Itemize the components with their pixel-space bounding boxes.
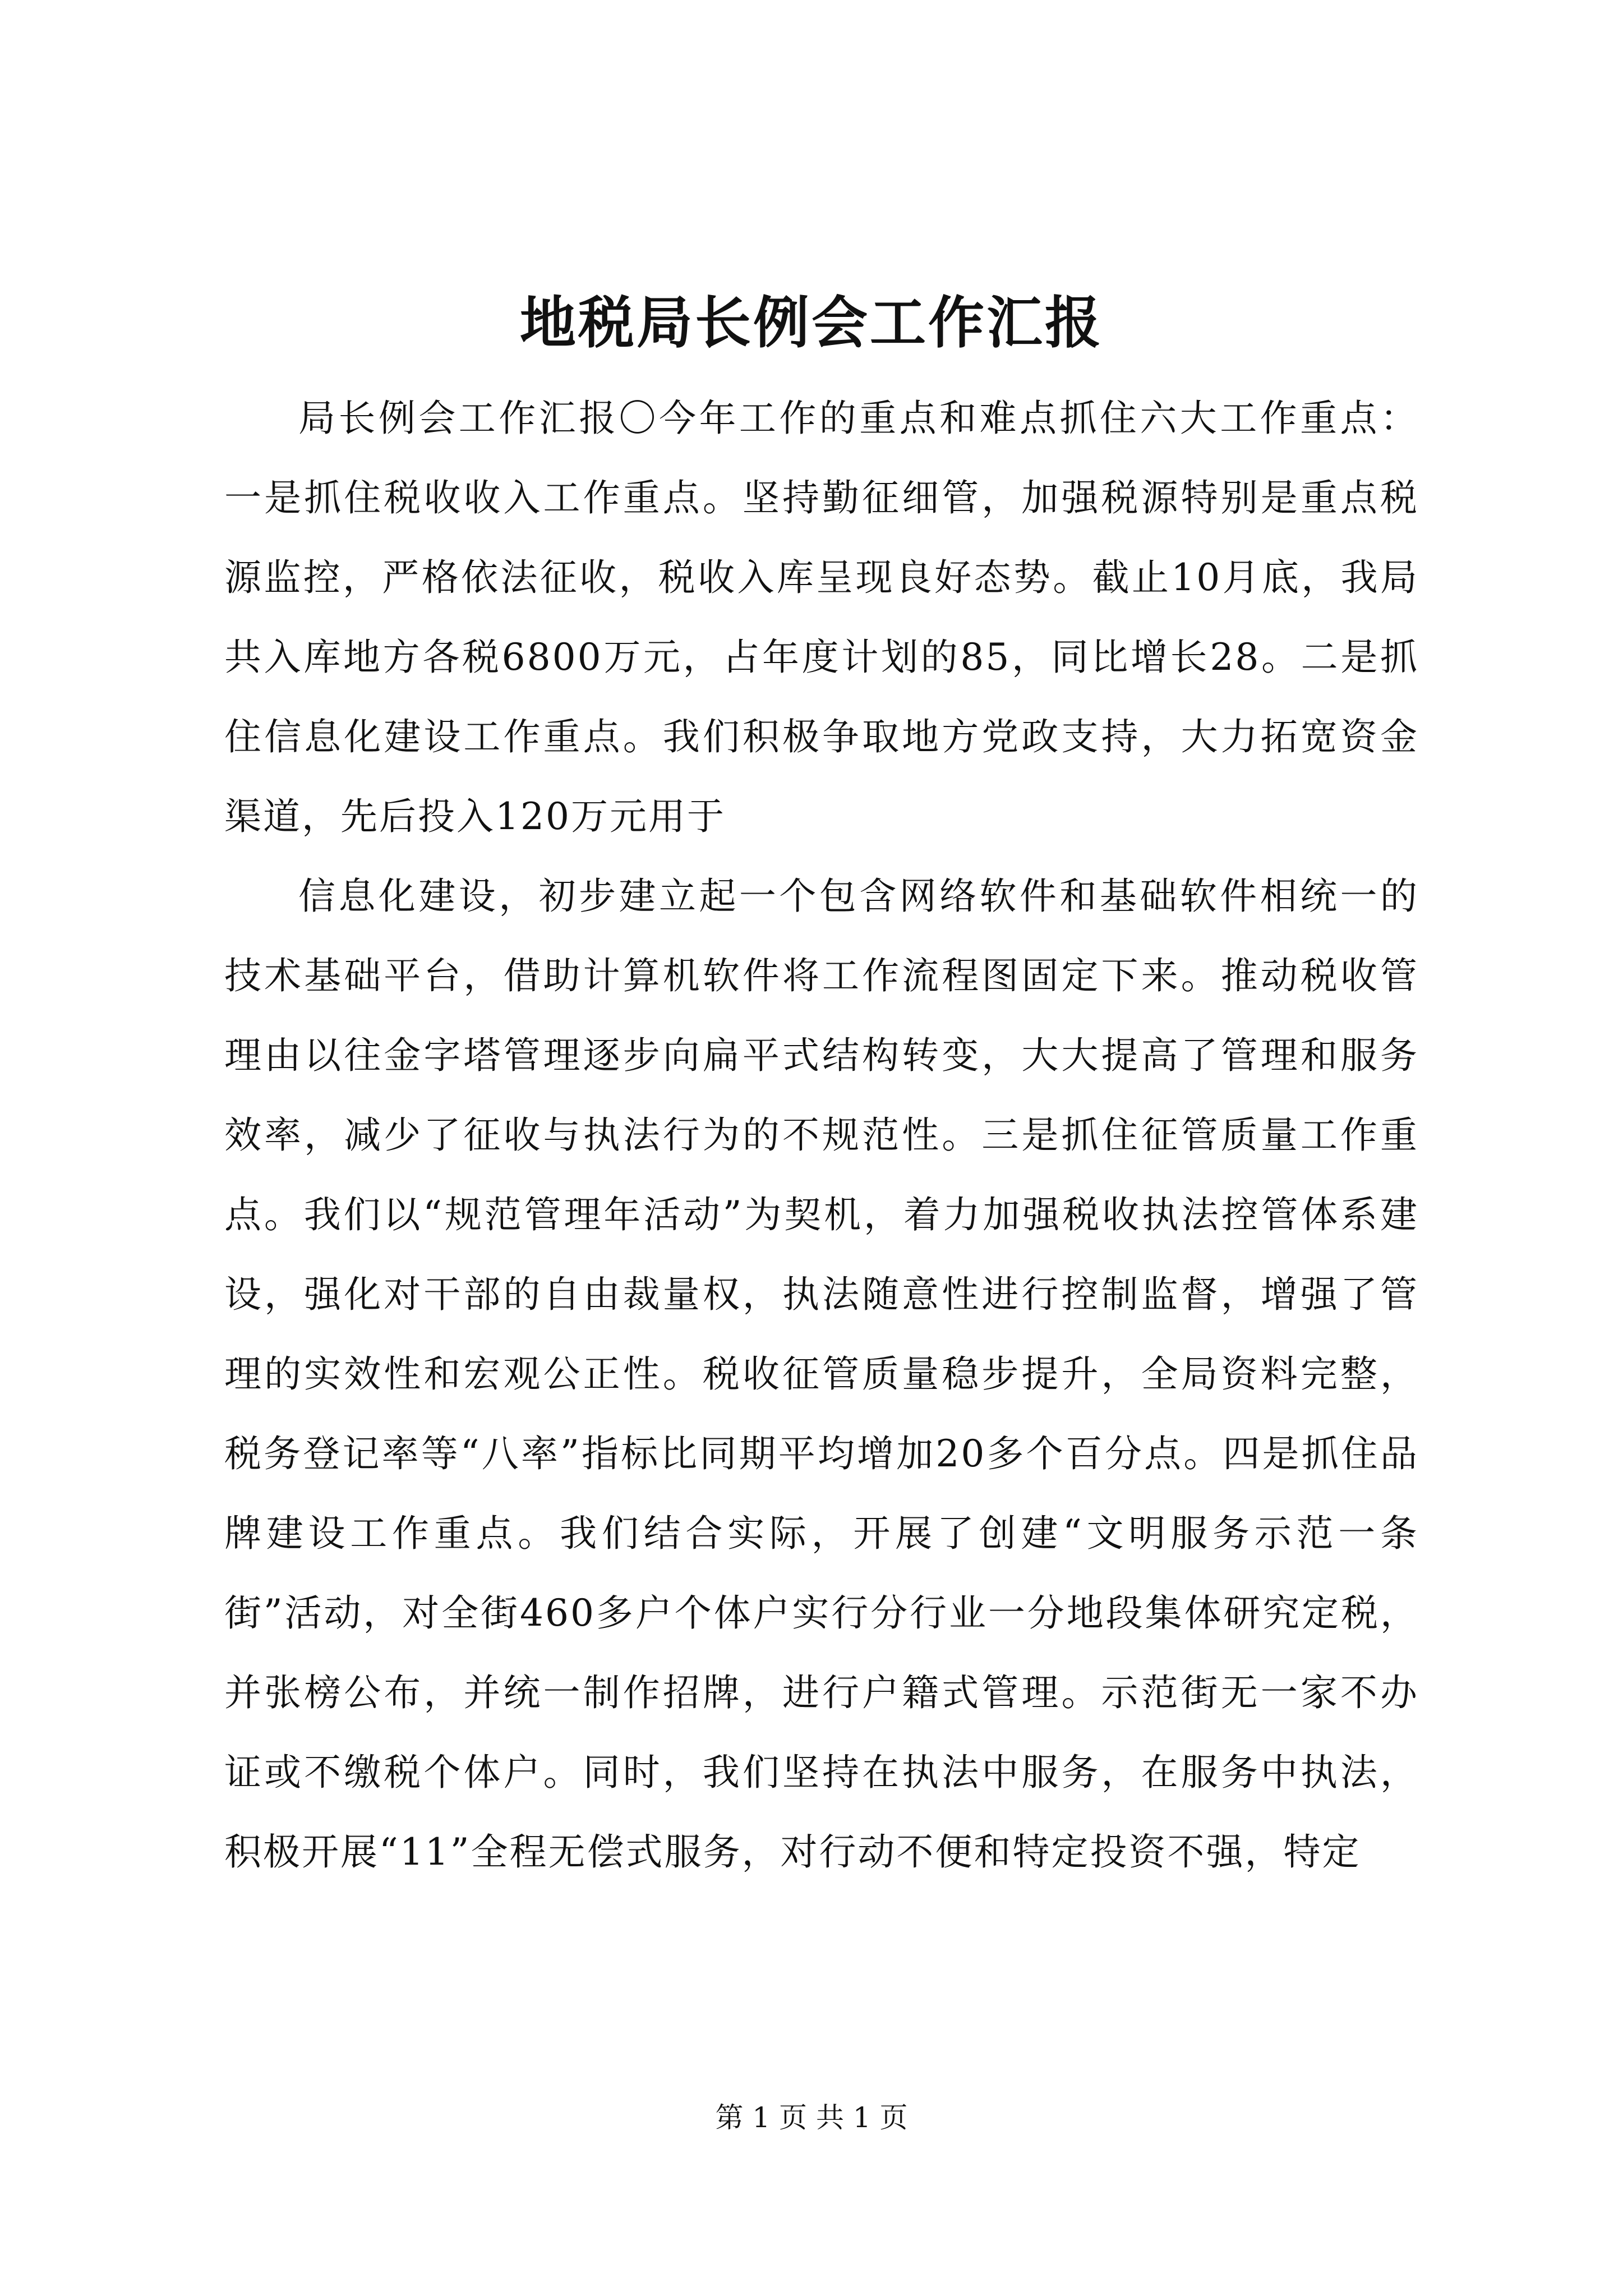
page-number-footer: 第 1 页 共 1 页	[715, 2101, 908, 2134]
paragraph-2: 信息化建设，初步建立起一个包含网络软件和基础软件相统一的技术基础平台，借助计算机软件将工作流程图固定下来。推动税收管理由以往金字塔管理逐步向扁平式结构转变，大大提高了管理和服务效率，减少了征收与执法行为的不规范性。三是抓住征管质量工作重点。我们以“规范管理年活动”为契机，着力加强税收执法控管体系建设，强化对干部的自由裁量权，执法随意性进行控制监督，增强了管理的实效性和宏观公正性。税收征管质量稳步提升，全局资料完整，税务登记率等“八率”指标比同期平均增加20多个百分点。四是抓住品牌建设工作重点。我们结合实际，开展了创建“文明服务示范一条街”活动，对全街460多户个体户实行分行业一分地段集体研究定税，并张榜公布，并统一制作招牌，进行户籍式管理。示范街无一家不办证或不缴税个体户。同时，我们坚持在执法中服务，在服务中执法，积极开展“11”全程无偿式服务，对行动不便和特定投资不强，特定	[224, 875, 1419, 1874]
paragraph-1: 局长例会工作汇报〇今年工作的重点和难点抓住六大工作重点：一是抓住税收收入工作重点。坚持勤征细管，加强税源特别是重点税源监控，严格依法征收，税收入库呈现良好态势。截止10月底，我局共入库地方各税6800万元，占年度计划的85，同比增长28。二是抓住信息化建设工作重点。我们积极争取地方党政支持，大力拓宽资金渠道，先后投入120万元用于	[224, 397, 1419, 838]
document-body	[224, 379, 1419, 1892]
document-title: 地税局长例会工作汇报	[520, 289, 1103, 356]
